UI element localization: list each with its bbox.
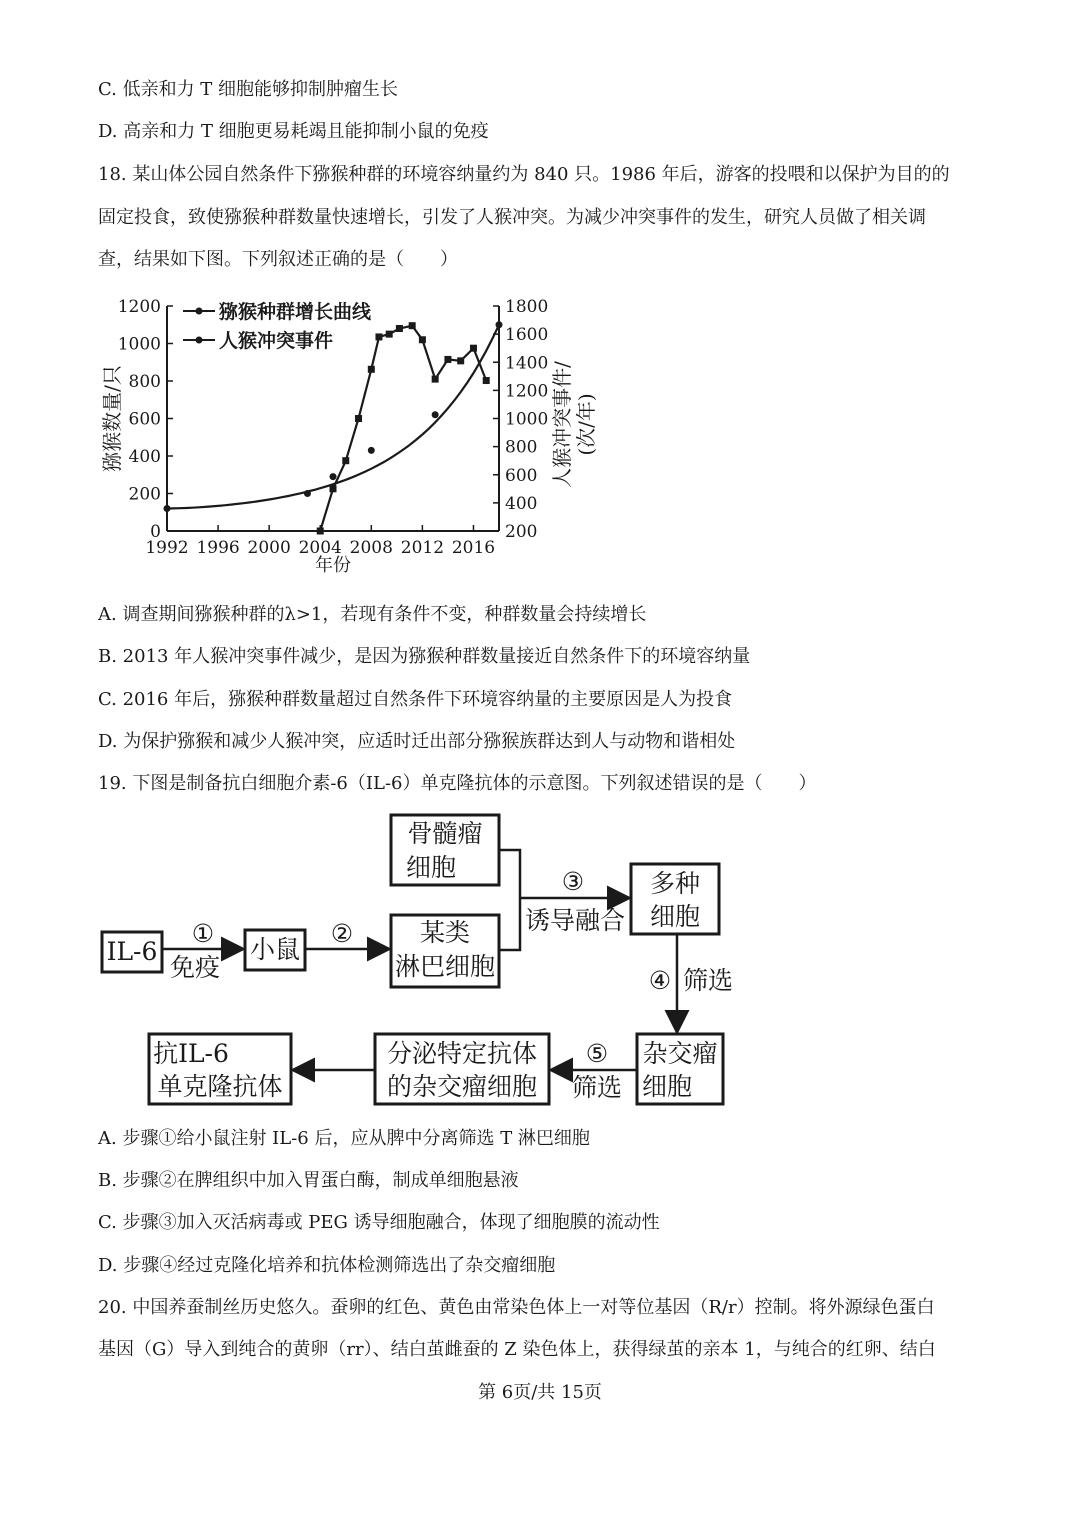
y-right-tick-label: 800 [505, 437, 538, 458]
legend-marker-2 [196, 337, 203, 344]
x-tick-label: 2008 [349, 538, 393, 558]
conflict-point [355, 415, 362, 422]
population-point [496, 321, 503, 328]
conflict-point [444, 356, 451, 363]
conflict-point [419, 336, 426, 343]
y-right-axis-label-2: (次/年) [574, 393, 598, 456]
population-chart [95, 290, 598, 585]
merge-bracket [499, 850, 520, 950]
il6-label: IL-6 [106, 937, 158, 966]
question-20-line2: 基因（G）导入到纯合的黄卵（rr）、结白茧雌蚕的 Z 染色体上，获得绿茧的亲本 1，与纯合的红卵、结白 [98, 1339, 936, 1360]
option-c-18: C. 2016 年后，猕猴种群数量超过自然条件下环境容纳量的主要原因是人为投食 [98, 689, 733, 710]
y-right-tick-label: 400 [505, 493, 538, 514]
step-4-number: ④ [648, 966, 672, 995]
option-b-18: B. 2013 年人猴冲突事件减少，是因为猕猴种群数量接近自然条件下的环境容纳量 [98, 646, 751, 667]
population-point [304, 490, 311, 497]
lymph-label-1: 某类 [419, 918, 471, 947]
option-d-18: D. 为保护猕猴和减少人猴冲突，应适时迁出部分猕猴族群达到人与动物和谐相处 [98, 731, 736, 752]
conflict-events-line [320, 326, 486, 531]
y-left-tick-label: 1000 [117, 334, 161, 355]
conflict-point [317, 528, 324, 535]
y-left-tick-label: 800 [128, 372, 161, 392]
question-20-line1: 20. 中国养蚕制丝历史悠久。蚕卵的红色、黄色由常染色体上一对等位基因（R/r）控制。将外源绿色蛋白 [98, 1297, 935, 1318]
legend-label-2: 人猴冲突事件 [219, 330, 334, 352]
y-right-tick-label: 1000 [505, 409, 549, 430]
y-left-tick-label: 1200 [117, 297, 161, 317]
x-axis-label: 年份 [315, 555, 351, 576]
step-5-text: 筛选 [571, 1073, 623, 1102]
y-right-tick-label: 1200 [505, 381, 549, 402]
step-3-text: 诱导融合 [524, 906, 626, 935]
y-right-tick-label: 200 [505, 522, 538, 542]
conflict-point [457, 357, 464, 364]
mouse-label: 小鼠 [249, 935, 301, 964]
step-5-number: ⑤ [585, 1039, 609, 1068]
y-left-tick-label: 400 [128, 447, 161, 467]
question-19: 19. 下图是制备抗白细胞介素-6（IL-6）单克隆抗体的示意图。下列叙述错误的是（ ） [98, 773, 817, 794]
conflict-point [368, 366, 375, 373]
myeloma-label-1: 骨髓瘤 [407, 819, 483, 848]
antibody-label-2: 单克隆抗体 [157, 1072, 283, 1101]
population-point [164, 505, 171, 512]
antibody-label-1: 抗IL-6 [153, 1039, 229, 1068]
population-point [330, 473, 337, 480]
option-a-18: A. 调查期间猕猴种群的λ>1，若现有条件不变，种群数量会持续增长 [98, 604, 647, 625]
option-b-19: B. 步骤②在脾组织中加入胃蛋白酶，制成单细胞悬液 [98, 1170, 519, 1191]
population-growth-curve [167, 325, 499, 509]
x-tick-label: 2016 [451, 538, 496, 558]
conflict-point [432, 376, 439, 383]
question-18-line3: 查，结果如下图。下列叙述正确的是（ ） [98, 249, 458, 270]
step-4-text: 筛选 [682, 966, 734, 995]
conflict-point [386, 331, 393, 338]
lymph-label-2: 淋巴细胞 [394, 952, 496, 981]
question-18-line2: 固定投食，致使猕猴种群数量快速增长，引发了人猴冲突。为减少冲突事件的发生，研究人员做了相关调 [98, 207, 926, 228]
step-3-number: ③ [561, 867, 585, 896]
y-left-tick-label: 200 [128, 484, 161, 505]
legend-label-1: 猕猴种群增长曲线 [219, 301, 372, 323]
conflict-point [342, 457, 349, 464]
x-tick-label: 2000 [247, 538, 291, 558]
step-1-number: ① [191, 919, 215, 948]
legend-marker-1 [196, 308, 203, 315]
option-d-19: D. 步骤④经过克隆化培养和抗体检测筛选出了杂交瘤细胞 [98, 1255, 556, 1276]
y-left-tick-label: 0 [150, 522, 161, 542]
y-right-tick-label: 1400 [505, 353, 549, 374]
option-c-17: C. 低亲和力 T 细胞能够抑制肿瘤生长 [98, 79, 399, 100]
secreting-label-2: 的杂交瘤细胞 [386, 1072, 538, 1101]
x-tick-label: 2004 [298, 538, 342, 558]
hybridoma-label-1: 杂交瘤 [642, 1039, 718, 1068]
population-point [368, 447, 375, 454]
many-cells-label-1: 多种 [649, 869, 701, 898]
x-tick-label: 2012 [400, 538, 445, 558]
page-footer: 第 6页/共 15页 [478, 1382, 602, 1403]
option-a-19: A. 步骤①给小鼠注射 IL-6 后，应从脾中分离筛选 T 淋巴细胞 [98, 1128, 590, 1149]
y-left-axis-label: 猕猴数量/只 [100, 365, 124, 472]
step-1-text: 免疫 [169, 953, 221, 982]
conflict-point [470, 345, 477, 352]
y-left-tick-label: 600 [128, 409, 161, 430]
y-right-tick-label: 1800 [505, 297, 549, 317]
option-d-17: D. 高亲和力 T 细胞更易耗竭且能抑制小鼠的免疫 [98, 121, 489, 142]
antibody-flow-diagram [95, 808, 745, 1118]
conflict-point [375, 333, 382, 340]
option-c-19: C. 步骤③加入灭活病毒或 PEG 诱导细胞融合，体现了细胞膜的流动性 [98, 1212, 660, 1233]
step-2-number: ② [330, 919, 354, 948]
conflict-point [396, 325, 403, 332]
y-right-axis-label-1: 人猴冲突事件/ [550, 361, 574, 488]
myeloma-label-2: 细胞 [405, 853, 457, 882]
hybridoma-label-2: 细胞 [641, 1072, 693, 1101]
conflict-point [409, 322, 416, 329]
conflict-point [483, 377, 490, 384]
population-point [432, 411, 439, 418]
many-cells-label-2: 细胞 [649, 902, 701, 931]
y-right-tick-label: 1600 [505, 325, 549, 346]
x-tick-label: 1992 [145, 538, 189, 558]
x-tick-label: 1996 [196, 538, 240, 558]
question-18-line1: 18. 某山体公园自然条件下猕猴种群的环境容纳量约为 840 只。1986 年后，游客的投喂和以保护为目的的 [98, 164, 950, 185]
secreting-label-1: 分泌特定抗体 [386, 1039, 538, 1068]
conflict-point [330, 485, 337, 492]
y-right-tick-label: 600 [505, 465, 538, 486]
